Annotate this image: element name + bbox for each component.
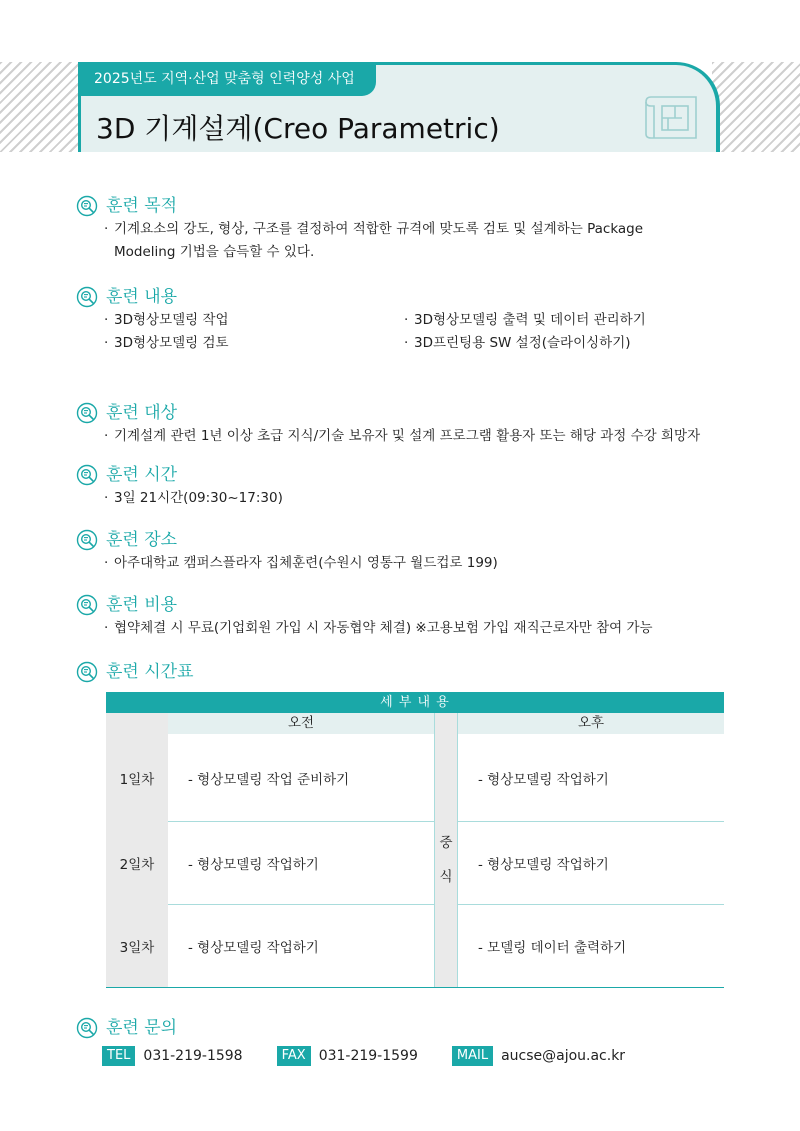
goal-line-2: Modeling 기법을 습득할 수 있다. xyxy=(114,244,315,260)
contact-bar xyxy=(102,1046,659,1066)
hatch-decoration-left xyxy=(0,62,80,152)
section-target xyxy=(76,401,736,448)
fax-value: 031-219-1599 xyxy=(318,1048,418,1064)
search-doc-icon xyxy=(76,195,98,217)
section-time xyxy=(76,463,736,510)
blueprint-icon xyxy=(640,94,702,144)
section-title: 훈련 시간표 xyxy=(106,662,194,682)
section-goal xyxy=(76,194,736,264)
mail-value: aucse@ajou.ac.kr xyxy=(501,1048,626,1064)
fax-tag: FAX xyxy=(277,1046,311,1066)
mail-tag: MAIL xyxy=(452,1046,493,1066)
section-title: 훈련 내용 xyxy=(106,287,178,307)
section-title: 훈련 시간 xyxy=(106,465,178,485)
lunch-column xyxy=(434,713,458,987)
section-title: 훈련 대상 xyxy=(106,403,178,423)
pm-cell: - 모델링 데이터 출력하기 xyxy=(458,904,724,987)
tel-tag: TEL xyxy=(102,1046,135,1066)
section-cost xyxy=(76,593,736,640)
search-doc-icon xyxy=(76,594,98,616)
tel-value: 031-219-1598 xyxy=(143,1048,243,1064)
section-schedule xyxy=(76,660,736,684)
section-title: 훈련 비용 xyxy=(106,595,178,615)
timetable xyxy=(106,692,724,988)
goal-line-1: · 기계요소의 강도, 형상, 구조를 결정하여 적합한 규격에 맞도록 검토 및 설계하는 Package xyxy=(76,218,736,241)
am-cell: - 형상모델링 작업 준비하기 xyxy=(168,734,434,821)
pm-cell: - 형상모델링 작업하기 xyxy=(458,734,724,821)
search-doc-icon xyxy=(76,286,98,308)
section-title: 훈련 문의 xyxy=(106,1018,178,1038)
page-title: 3D 기계설계(Creo Parametric) xyxy=(96,112,500,145)
time-text: · 3일 21시간(09:30~17:30) xyxy=(76,487,736,510)
target-text: · 기계설계 관련 1년 이상 초급 지식/기술 보유자 및 설계 프로그램 활용자 또는 해당 과정 수강 희망자 xyxy=(76,425,736,448)
search-doc-icon xyxy=(76,1017,98,1039)
pm-header: 오후 xyxy=(458,713,724,734)
content-item: · 3D형상모델링 출력 및 데이터 관리하기 xyxy=(376,309,716,332)
search-doc-icon xyxy=(76,529,98,551)
timetable-header: 세 부 내 용 xyxy=(106,692,724,713)
content-item: · 3D형상모델링 검토 xyxy=(76,332,376,355)
section-title: 훈련 목적 xyxy=(106,196,178,216)
day-label: 1일차 xyxy=(106,734,168,821)
program-tag: 2025년도 지역·산업 맞춤형 인력양성 사업 xyxy=(78,62,376,96)
section-inquiry xyxy=(76,1016,736,1040)
content-item: · 3D형상모델링 작업 xyxy=(76,309,376,332)
section-content xyxy=(76,285,736,355)
content-item: · 3D프린팅용 SW 설정(슬라이싱하기) xyxy=(376,332,716,355)
am-cell: - 형상모델링 작업하기 xyxy=(168,904,434,987)
day-label: 3일차 xyxy=(106,904,168,987)
pm-cell: - 형상모델링 작업하기 xyxy=(458,821,724,904)
am-cell: - 형상모델링 작업하기 xyxy=(168,821,434,904)
timetable-corner xyxy=(106,713,168,734)
am-header: 오전 xyxy=(168,713,434,734)
lunch-char: 중 xyxy=(439,835,453,851)
search-doc-icon xyxy=(76,402,98,424)
place-text: · 아주대학교 캠퍼스플라자 집체훈련(수원시 영통구 월드컵로 199) xyxy=(76,552,736,575)
search-doc-icon xyxy=(76,464,98,486)
section-title: 훈련 장소 xyxy=(106,530,178,550)
day-label: 2일차 xyxy=(106,821,168,904)
lunch-char: 식 xyxy=(439,869,453,885)
hatch-decoration-right xyxy=(712,62,800,152)
cost-text: · 협약체결 시 무료(기업회원 가입 시 자동협약 체결) ※고용보험 가입 재직근로자만 참여 가능 xyxy=(76,617,736,640)
section-place xyxy=(76,528,736,575)
search-doc-icon xyxy=(76,661,98,683)
